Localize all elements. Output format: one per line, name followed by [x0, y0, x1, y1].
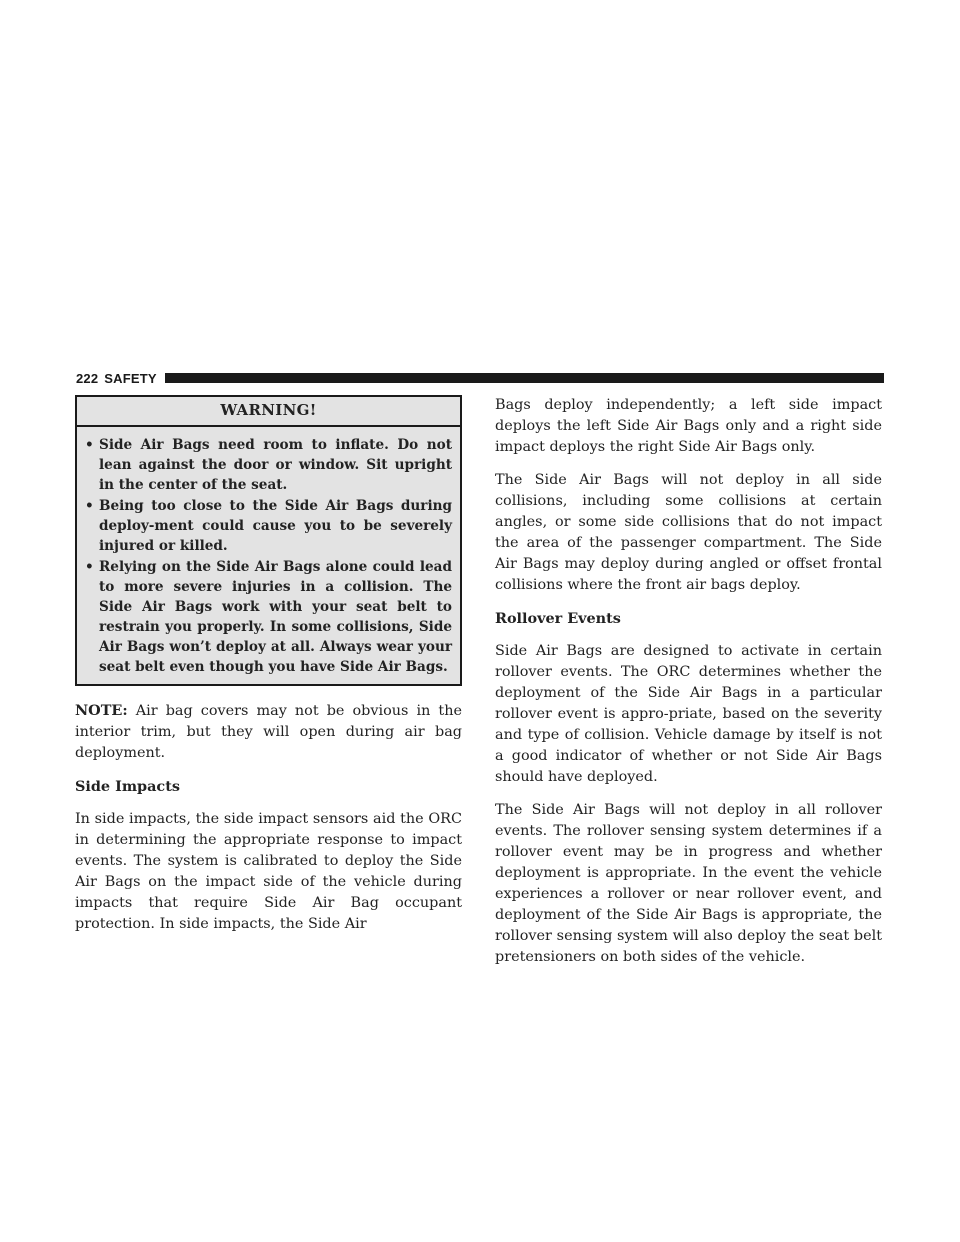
warning-box — [75, 395, 462, 686]
rollover-paragraph-2: The Side Air Bags will not deploy in all rollover events. The rollover sensing system determines if a rollover event may be in progress and whether deployment is appropriate. In the event the vehicle experiences a rollover or near rollover event, and deployment of the Side Air Bags is appropriate, the rollover sensing system will also deploy the seat belt pretensioners on both sides of the vehicle. — [495, 802, 882, 965]
right-column — [495, 395, 882, 980]
side-impacts-heading: Side Impacts — [75, 778, 180, 795]
warning-item: • Side Air Bags need room to inflate. Do not lean against the door or window. Sit upright in the center of the seat. — [85, 435, 452, 495]
left-column — [75, 395, 462, 947]
header-rule — [165, 373, 884, 383]
side-collisions-paragraph: The Side Air Bags will not deploy in all side collisions, including some collisions at certain angles, or some side collisions that do not impact the area of the passenger compartment. The Side Air Bags may deploy during angled or offset frontal collisions where the front air bags deploy. — [495, 472, 882, 593]
section-title: SAFETY — [104, 370, 157, 386]
note-label: NOTE: — [75, 702, 128, 719]
note-paragraph — [75, 700, 462, 764]
warning-list — [77, 427, 460, 684]
warning-title: WARNING! — [77, 397, 460, 427]
page-label — [76, 371, 157, 386]
side-impacts-paragraph: In side impacts, the side impact sensors aid the ORC in determining the appropriate response to impact events. The system is calibrated to deploy the Side Air Bags on the impact side of the vehicle during impacts that require Side Air Bag occupant protection. In side impacts, the Side Air — [75, 811, 462, 932]
rollover-heading: Rollover Events — [495, 610, 621, 627]
rollover-paragraph-1: Side Air Bags are designed to activate in certain rollover events. The ORC determines whether the deployment of the Side Air Bags in a particular rollover event is appro-priate, based on the severity and type of collision. Vehicle damage by itself is not a good indicator of whether or not Side Air Bags should have deployed. — [495, 643, 882, 785]
page-number: 222 — [76, 370, 99, 386]
warning-item: • Being too close to the Side Air Bags during deploy-ment could cause you to be severely injured or killed. — [85, 496, 452, 556]
side-impacts-paragraph-cont: Bags deploy independently; a left side impact deploys the left Side Air Bags only and a right side impact deploys the right Side Air Bags only. — [495, 397, 882, 455]
page-header — [76, 370, 884, 386]
note-text: Air bag covers may not be obvious in the interior trim, but they will open during air bag deployment. — [75, 703, 462, 761]
warning-item: • Relying on the Side Air Bags alone could lead to more severe injuries in a collision. The Side Air Bags work with your seat belt to restrain you properly. In some collisions, Side Air Bags won’t deploy at all. Always wear your seat belt even though you have Side Air Bags. — [85, 557, 452, 677]
